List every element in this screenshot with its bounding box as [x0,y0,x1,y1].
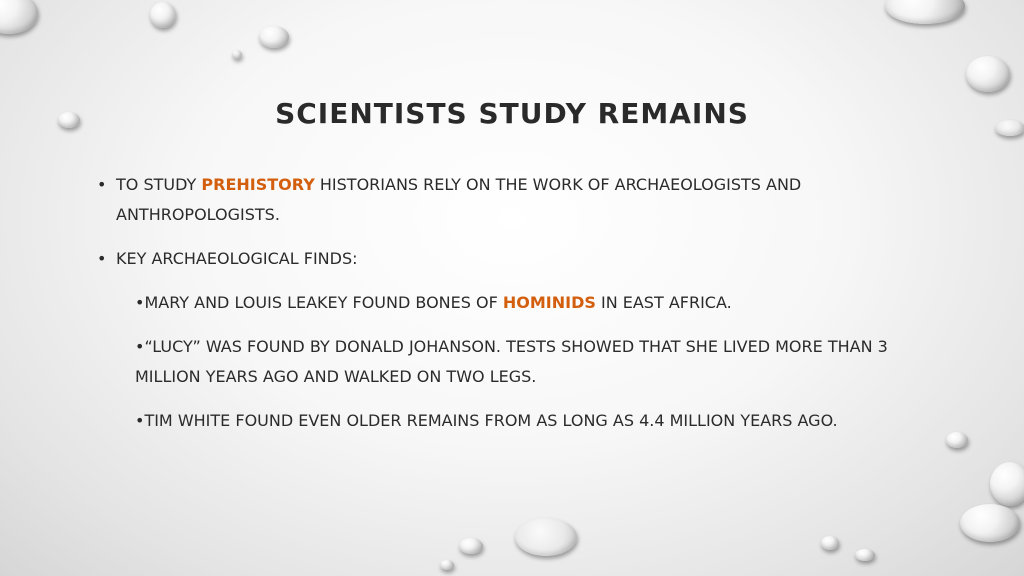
bullet-marker: • [97,175,107,194]
water-drop [0,0,38,34]
sub-bullet-item [135,406,957,436]
slide-content [97,170,957,450]
water-drop [960,504,1020,542]
sub-bullet-text: •TIM WHITE FOUND EVEN OLDER REMAINS FROM AS LONG AS 4.4 MILLION YEARS AGO. [135,411,838,430]
sub-bullet-text: •MARY AND LOUIS LEAKEY FOUND BONES OF [135,293,503,312]
water-drop [259,26,289,48]
bullet-text: TO STUDY [116,175,202,194]
water-drop [966,56,1010,92]
bullet-text: HISTORIANS RELY ON THE WORK OF ARCHAEOLOGISTS AND ANTHROPOLOGISTS. [116,175,802,224]
water-drop [515,518,577,556]
bullet-text: KEY ARCHAEOLOGICAL FINDS: [116,249,358,268]
bullet-item [97,170,957,230]
sub-bullet-text: IN EAST AFRICA. [595,293,732,312]
water-drop [459,538,483,554]
water-drop [821,536,839,550]
slide-title: SCIENTISTS STUDY REMAINS [275,97,749,130]
bullet-item [97,244,957,274]
water-drop [440,560,454,570]
water-drop [150,2,176,28]
bullet-marker: • [97,249,107,268]
sub-bullet-text: •“LUCY” WAS FOUND BY DONALD JOHANSON. TESTS SHOWED THAT SHE LIVED MORE THAN 3 MILLION YEARS AGO AND WALKED ON TWO LEGS. [135,337,888,386]
water-drop [232,50,242,59]
highlight-term: PREHISTORY [201,175,315,194]
water-drop [885,0,965,24]
water-drop [855,549,875,561]
highlight-term: HOMINIDS [502,293,596,312]
sub-bullet-item [135,332,957,392]
water-drop [990,462,1024,506]
sub-bullet-item [135,288,957,318]
